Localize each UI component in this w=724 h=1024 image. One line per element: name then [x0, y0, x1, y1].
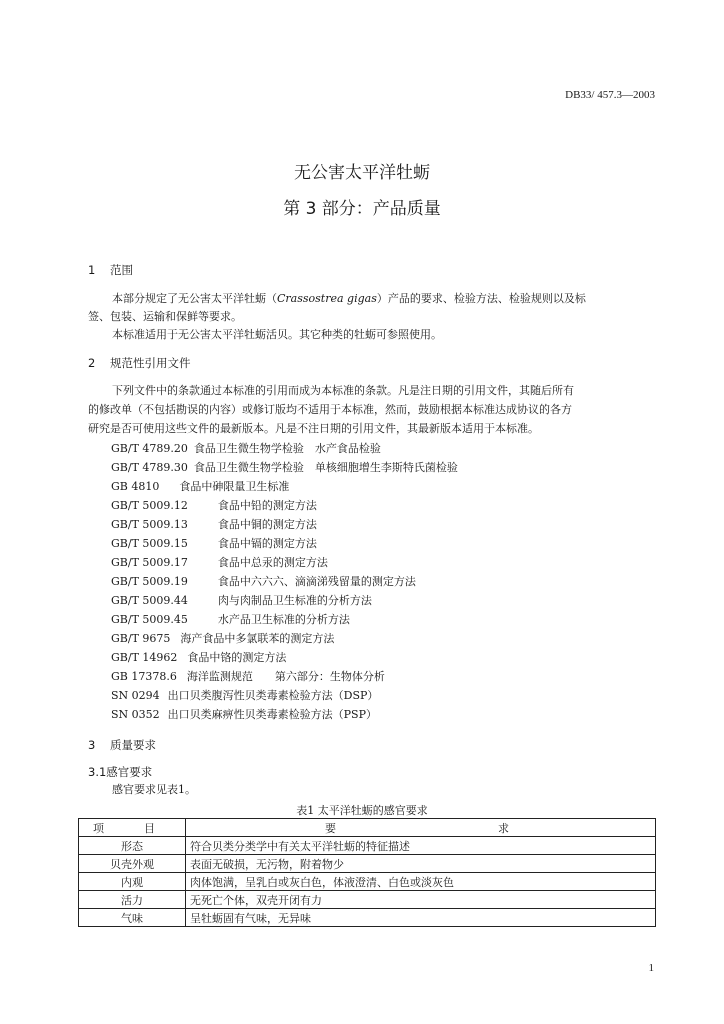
section-title: 感官要求: [106, 765, 153, 779]
reference-code: GB/T 5009.17: [111, 556, 188, 569]
reference-title: 海产食品中多氯联苯的测定方法: [180, 632, 335, 645]
cell-requirement: 肉体饱满，呈乳白或灰白色，体液澄清、白色或淡灰色: [186, 873, 656, 891]
text-span: ）产品的要求、检验方法、检验规则以及标: [376, 292, 586, 305]
reference-title: 出口贝类腹泻性贝类毒素检验方法（DSP）: [167, 689, 379, 702]
reference-code: GB/T 5009.19: [111, 575, 188, 588]
reference-item: [111, 440, 381, 456]
reference-item: [111, 706, 377, 722]
reference-item: [111, 478, 289, 494]
reference-title: 食品中铅的测定方法: [217, 499, 317, 512]
paragraph-scope-1: [112, 290, 586, 306]
table-header-row: [79, 819, 656, 837]
reference-code: GB/T 5009.15: [111, 537, 188, 550]
section-heading-2: [88, 355, 191, 371]
header-item-char-1: 项: [93, 821, 104, 835]
reference-code: GB 17378.6: [111, 670, 177, 683]
reference-code: GB/T 5009.13: [111, 518, 188, 531]
species-latin-name: Crassostrea gigas: [277, 292, 377, 305]
section-number: 3: [88, 738, 96, 752]
cell-requirement: 符合贝类分类学中有关太平洋牡蛎的特征描述: [186, 837, 656, 855]
cell-requirement: 表面无破损，无污物，附着物少: [186, 855, 656, 873]
sensory-requirements-table: [78, 818, 656, 927]
reference-code: GB/T 5009.44: [111, 594, 188, 607]
section-title: 规范性引用文件: [110, 356, 191, 370]
cell-requirement: 呈牡蛎固有气味，无异味: [186, 909, 656, 927]
reference-item: [111, 573, 416, 589]
reference-item: [111, 535, 317, 551]
reference-item: [111, 687, 378, 703]
reference-title: 肉与肉制品卫生标准的分析方法: [217, 594, 372, 607]
reference-title: 出口贝类麻痹性贝类毒素检验方法（PSP）: [167, 708, 377, 721]
reference-code: GB 4810: [111, 480, 160, 493]
paragraph-references-1: 下列文件中的条款通过本标准的引用而成为本标准的条款。凡是注日期的引用文件，其随后所有: [112, 384, 574, 397]
reference-title: 食品中砷限量卫生标准: [179, 480, 290, 493]
cell-requirement: 无死亡个体，双壳开闭有力: [186, 891, 656, 909]
cell-item: 活力: [79, 891, 186, 909]
reference-item: [111, 497, 317, 513]
paragraph-scope-2: 本标准适用于无公害太平洋牡蛎活贝。其它种类的牡蛎可参照使用。: [112, 328, 442, 341]
cell-item: 形态: [79, 837, 186, 855]
section-heading-3-1: [88, 764, 152, 780]
document-subtitle: 第 3 部分：产品质量: [283, 199, 441, 219]
reference-code: GB/T 14962: [111, 651, 178, 664]
reference-item: [111, 459, 458, 475]
paragraph-scope-1-cont: 签、包装、运输和保鲜等要求。: [88, 310, 242, 323]
reference-title: 食品中总汞的测定方法: [217, 556, 328, 569]
section-number: 1: [88, 263, 96, 277]
section-heading-1: [88, 262, 133, 278]
reference-item: [111, 649, 286, 665]
reference-item: [111, 554, 328, 570]
reference-title: 食品中铜的测定方法: [217, 518, 317, 531]
table-row: [79, 873, 656, 891]
reference-code: GB/T 9675: [111, 632, 171, 645]
page-number: 1: [648, 962, 654, 974]
paragraph-sensory: 感官要求见表1。: [112, 783, 196, 796]
table-row: [79, 891, 656, 909]
reference-item: [111, 516, 317, 532]
reference-item: [111, 592, 372, 608]
document-title: 无公害太平洋牡蛎: [294, 163, 430, 183]
document-code: DB33/ 457.3—2003: [565, 89, 655, 101]
cell-item: 气味: [79, 909, 186, 927]
text-span: 本部分规定了无公害太平洋牡蛎（: [112, 292, 277, 305]
reference-code: SN 0352: [111, 708, 160, 721]
section-heading-3: [88, 737, 156, 753]
table-row: [79, 837, 656, 855]
reference-title: 食品中六六六、滴滴涕残留量的测定方法: [217, 575, 416, 588]
reference-item: [111, 611, 350, 627]
cell-item: 贝壳外观: [79, 855, 186, 873]
reference-item: [111, 630, 334, 646]
table-row: [79, 909, 656, 927]
section-title: 质量要求: [110, 738, 156, 752]
reference-title: 食品卫生微生物学检验 单核细胞增生李斯特氏菌检验: [193, 461, 458, 474]
reference-title: 食品中铬的测定方法: [187, 651, 287, 664]
reference-code: SN 0294: [111, 689, 160, 702]
paragraph-references-2: 的修改单（不包括勘误的内容）或修订版均不适用于本标准，然而，鼓励根据本标准达成协议的各方: [88, 403, 572, 416]
reference-code: GB/T 5009.45: [111, 613, 188, 626]
header-item-char-2: 目: [144, 821, 155, 835]
reference-code: GB/T 4789.30: [111, 461, 188, 474]
reference-item: [111, 668, 385, 684]
reference-code: GB/T 5009.12: [111, 499, 188, 512]
header-req-char-1: 要: [325, 821, 336, 835]
reference-title: 食品卫生微生物学检验 水产食品检验: [193, 442, 381, 455]
header-req-char-2: 求: [498, 821, 509, 835]
reference-title: 海洋监测规范 第六部分：生物体分析: [186, 670, 385, 683]
cell-item: 内观: [79, 873, 186, 891]
reference-code: GB/T 4789.20: [111, 442, 188, 455]
reference-title: 食品中镉的测定方法: [217, 537, 317, 550]
header-requirement: [186, 819, 656, 837]
reference-title: 水产品卫生标准的分析方法: [217, 613, 350, 626]
section-title: 范围: [110, 263, 133, 277]
paragraph-references-3: 研究是否可使用这些文件的最新版本。凡是不注日期的引用文件，其最新版本适用于本标准。: [88, 422, 539, 435]
header-item: [79, 819, 186, 837]
table-row: [79, 855, 656, 873]
table-caption: 表1 太平洋牡蛎的感官要求: [296, 804, 428, 817]
section-number: 3.1: [88, 765, 107, 779]
section-number: 2: [88, 356, 96, 370]
